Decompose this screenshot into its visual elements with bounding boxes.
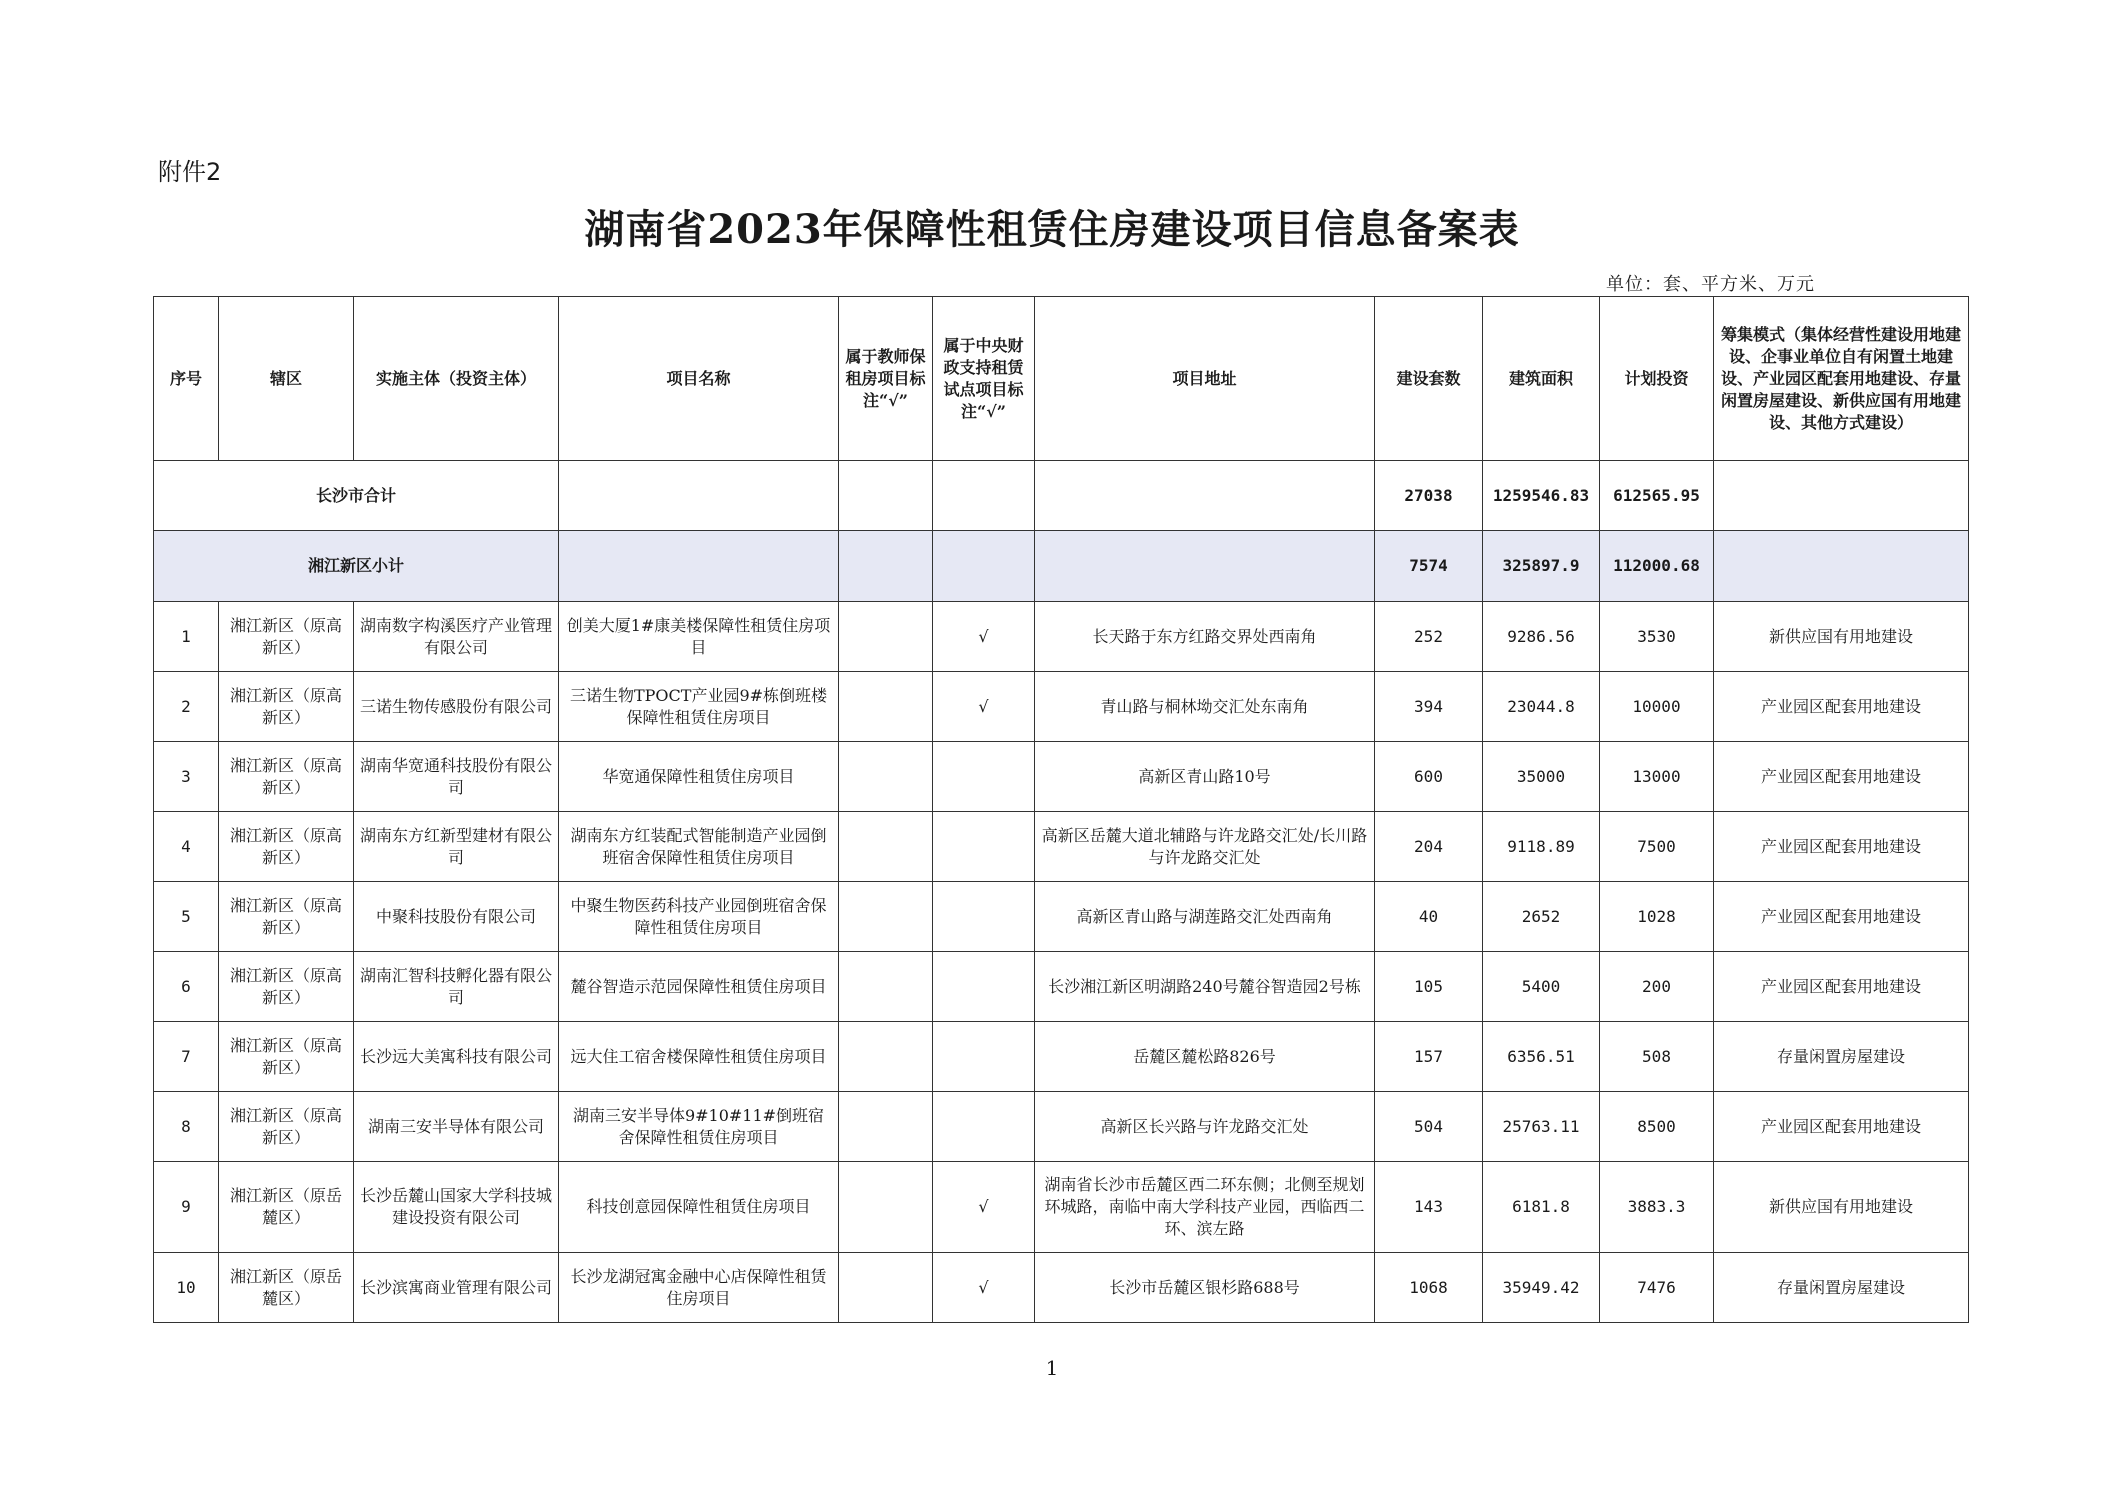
cell-seq: 2 [154,672,219,742]
cell-address: 岳麓区麓松路826号 [1035,1022,1375,1092]
table-row [154,1162,1969,1253]
cell-address: 湖南省长沙市岳麓区西二环东侧；北侧至规划环城路，南临中南大学科技产业园，西临西二环、滨左路 [1035,1162,1375,1253]
cell-entity: 长沙滨寓商业管理有限公司 [354,1253,559,1323]
subtotal-investment: 112000.68 [1600,531,1714,602]
header-address: 项目地址 [1035,297,1375,461]
cell-entity: 长沙远大美寓科技有限公司 [354,1022,559,1092]
table-row [154,812,1969,882]
city-total-label: 长沙市合计 [154,461,559,531]
header-district: 辖区 [219,297,354,461]
cell-area: 6356.51 [1483,1022,1600,1092]
cell-central [933,1092,1035,1162]
cell-mode: 新供应国有用地建设 [1714,602,1969,672]
cell-area: 25763.11 [1483,1092,1600,1162]
cell-project: 湖南三安半导体9#10#11#倒班宿舍保障性租赁住房项目 [559,1092,839,1162]
cell-investment: 7500 [1600,812,1714,882]
unit-note: 单位：套、平方米、万元 [1606,274,1815,295]
cell-central [933,742,1035,812]
header-mode: 筹集模式（集体经营性建设用地建设、企事业单位自有闲置土地建设、产业园区配套用地建设、存量闲置房屋建设、新供应国有用地建设、其他方式建设） [1714,297,1969,461]
cell-mode: 存量闲置房屋建设 [1714,1253,1969,1323]
cell-address: 长沙市岳麓区银杉路688号 [1035,1253,1375,1323]
city-total-units: 27038 [1375,461,1483,531]
city-total-investment: 612565.95 [1600,461,1714,531]
cell-seq: 7 [154,1022,219,1092]
table-row [154,742,1969,812]
cell-district: 湘江新区（原高新区） [219,672,354,742]
empty-cell [933,461,1035,531]
header-entity: 实施主体（投资主体） [354,297,559,461]
cell-project: 中聚生物医药科技产业园倒班宿舍保障性租赁住房项目 [559,882,839,952]
table-row [154,882,1969,952]
cell-mode: 产业园区配套用地建设 [1714,812,1969,882]
cell-investment: 3530 [1600,602,1714,672]
cell-teacher [839,602,933,672]
cell-units: 1068 [1375,1253,1483,1323]
cell-area: 5400 [1483,952,1600,1022]
header-central: 属于中央财政支持租赁试点项目标注“√” [933,297,1035,461]
cell-project: 科技创意园保障性租赁住房项目 [559,1162,839,1253]
cell-address: 高新区青山路10号 [1035,742,1375,812]
empty-cell [1714,531,1969,602]
cell-central [933,882,1035,952]
cell-investment: 7476 [1600,1253,1714,1323]
cell-investment: 1028 [1600,882,1714,952]
table-body [154,602,1969,1323]
cell-address: 高新区青山路与湖莲路交汇处西南角 [1035,882,1375,952]
cell-entity: 湖南华宽通科技股份有限公司 [354,742,559,812]
cell-seq: 3 [154,742,219,812]
cell-seq: 9 [154,1162,219,1253]
cell-units: 157 [1375,1022,1483,1092]
cell-central [933,1022,1035,1092]
cell-mode: 产业园区配套用地建设 [1714,742,1969,812]
cell-mode: 存量闲置房屋建设 [1714,1022,1969,1092]
cell-teacher [839,1253,933,1323]
cell-central: √ [933,1253,1035,1323]
city-total-row [154,461,1969,531]
cell-seq: 1 [154,602,219,672]
cell-district: 湘江新区（原高新区） [219,882,354,952]
cell-entity: 湖南数字构溪医疗产业管理有限公司 [354,602,559,672]
subtotal-units: 7574 [1375,531,1483,602]
cell-district: 湘江新区（原高新区） [219,952,354,1022]
empty-cell [839,531,933,602]
cell-units: 40 [1375,882,1483,952]
cell-address: 高新区岳麓大道北辅路与许龙路交汇处/长川路与许龙路交汇处 [1035,812,1375,882]
city-total-area: 1259546.83 [1483,461,1600,531]
cell-investment: 10000 [1600,672,1714,742]
empty-cell [1035,461,1375,531]
table-row [154,602,1969,672]
cell-investment: 13000 [1600,742,1714,812]
page-title: 湖南省2023年保障性租赁住房建设项目信息备案表 [584,206,1520,253]
cell-seq: 6 [154,952,219,1022]
cell-entity: 中聚科技股份有限公司 [354,882,559,952]
cell-central: √ [933,672,1035,742]
empty-cell [1035,531,1375,602]
cell-district: 湘江新区（原高新区） [219,1092,354,1162]
table-row [154,952,1969,1022]
header-row [154,297,1969,461]
cell-investment: 508 [1600,1022,1714,1092]
cell-entity: 湖南三安半导体有限公司 [354,1092,559,1162]
cell-units: 143 [1375,1162,1483,1253]
cell-teacher [839,1022,933,1092]
cell-units: 252 [1375,602,1483,672]
cell-project: 华宽通保障性租赁住房项目 [559,742,839,812]
cell-units: 105 [1375,952,1483,1022]
cell-district: 湘江新区（原高新区） [219,602,354,672]
cell-central [933,952,1035,1022]
cell-seq: 10 [154,1253,219,1323]
cell-project: 三诺生物TPOCT产业园9#栋倒班楼保障性租赁住房项目 [559,672,839,742]
cell-central: √ [933,602,1035,672]
cell-seq: 4 [154,812,219,882]
cell-teacher [839,952,933,1022]
record-table [153,296,1969,1323]
cell-teacher [839,672,933,742]
cell-area: 35949.42 [1483,1253,1600,1323]
cell-central [933,812,1035,882]
subtotal-row [154,531,1969,602]
cell-units: 394 [1375,672,1483,742]
cell-area: 2652 [1483,882,1600,952]
header-project: 项目名称 [559,297,839,461]
table-row [154,1022,1969,1092]
cell-district: 湘江新区（原高新区） [219,742,354,812]
subtotal-label: 湘江新区小计 [154,531,559,602]
cell-area: 23044.8 [1483,672,1600,742]
cell-mode: 产业园区配套用地建设 [1714,882,1969,952]
header-units: 建设套数 [1375,297,1483,461]
cell-central: √ [933,1162,1035,1253]
cell-address: 长天路于东方红路交界处西南角 [1035,602,1375,672]
cell-seq: 8 [154,1092,219,1162]
attachment-label: 附件2 [158,158,222,186]
cell-area: 9118.89 [1483,812,1600,882]
table-row [154,1253,1969,1323]
cell-units: 504 [1375,1092,1483,1162]
cell-district: 湘江新区（原岳麓区） [219,1253,354,1323]
cell-project: 创美大厦1#康美楼保障性租赁住房项目 [559,602,839,672]
cell-district: 湘江新区（原高新区） [219,812,354,882]
cell-area: 35000 [1483,742,1600,812]
cell-mode: 产业园区配套用地建设 [1714,952,1969,1022]
cell-mode: 产业园区配套用地建设 [1714,672,1969,742]
cell-project: 麓谷智造示范园保障性租赁住房项目 [559,952,839,1022]
empty-cell [839,461,933,531]
table-row [154,672,1969,742]
cell-mode: 产业园区配套用地建设 [1714,1092,1969,1162]
header-teacher: 属于教师保租房项目标注“√” [839,297,933,461]
cell-entity: 湖南东方红新型建材有限公司 [354,812,559,882]
cell-district: 湘江新区（原岳麓区） [219,1162,354,1253]
cell-area: 6181.8 [1483,1162,1600,1253]
subtotal-area: 325897.9 [1483,531,1600,602]
header-area: 建筑面积 [1483,297,1600,461]
cell-teacher [839,1162,933,1253]
cell-entity: 长沙岳麓山国家大学科技城建设投资有限公司 [354,1162,559,1253]
empty-cell [1714,461,1969,531]
cell-district: 湘江新区（原高新区） [219,1022,354,1092]
cell-teacher [839,882,933,952]
cell-entity: 湖南汇智科技孵化器有限公司 [354,952,559,1022]
cell-teacher [839,1092,933,1162]
header-investment: 计划投资 [1600,297,1714,461]
empty-cell [559,461,839,531]
cell-teacher [839,812,933,882]
cell-seq: 5 [154,882,219,952]
cell-investment: 200 [1600,952,1714,1022]
cell-entity: 三诺生物传感股份有限公司 [354,672,559,742]
cell-teacher [839,742,933,812]
table-row [154,1092,1969,1162]
header-seq: 序号 [154,297,219,461]
cell-address: 青山路与桐林坳交汇处东南角 [1035,672,1375,742]
empty-cell [559,531,839,602]
cell-project: 长沙龙湖冠寓金融中心店保障性租赁住房项目 [559,1253,839,1323]
cell-address: 高新区长兴路与许龙路交汇处 [1035,1092,1375,1162]
cell-area: 9286.56 [1483,602,1600,672]
cell-address: 长沙湘江新区明湖路240号麓谷智造园2号栋 [1035,952,1375,1022]
cell-units: 600 [1375,742,1483,812]
empty-cell [933,531,1035,602]
cell-project: 远大住工宿舍楼保障性租赁住房项目 [559,1022,839,1092]
page-number: 1 [1045,1356,1059,1380]
cell-investment: 8500 [1600,1092,1714,1162]
cell-mode: 新供应国有用地建设 [1714,1162,1969,1253]
cell-investment: 3883.3 [1600,1162,1714,1253]
cell-units: 204 [1375,812,1483,882]
cell-project: 湖南东方红装配式智能制造产业园倒班宿舍保障性租赁住房项目 [559,812,839,882]
